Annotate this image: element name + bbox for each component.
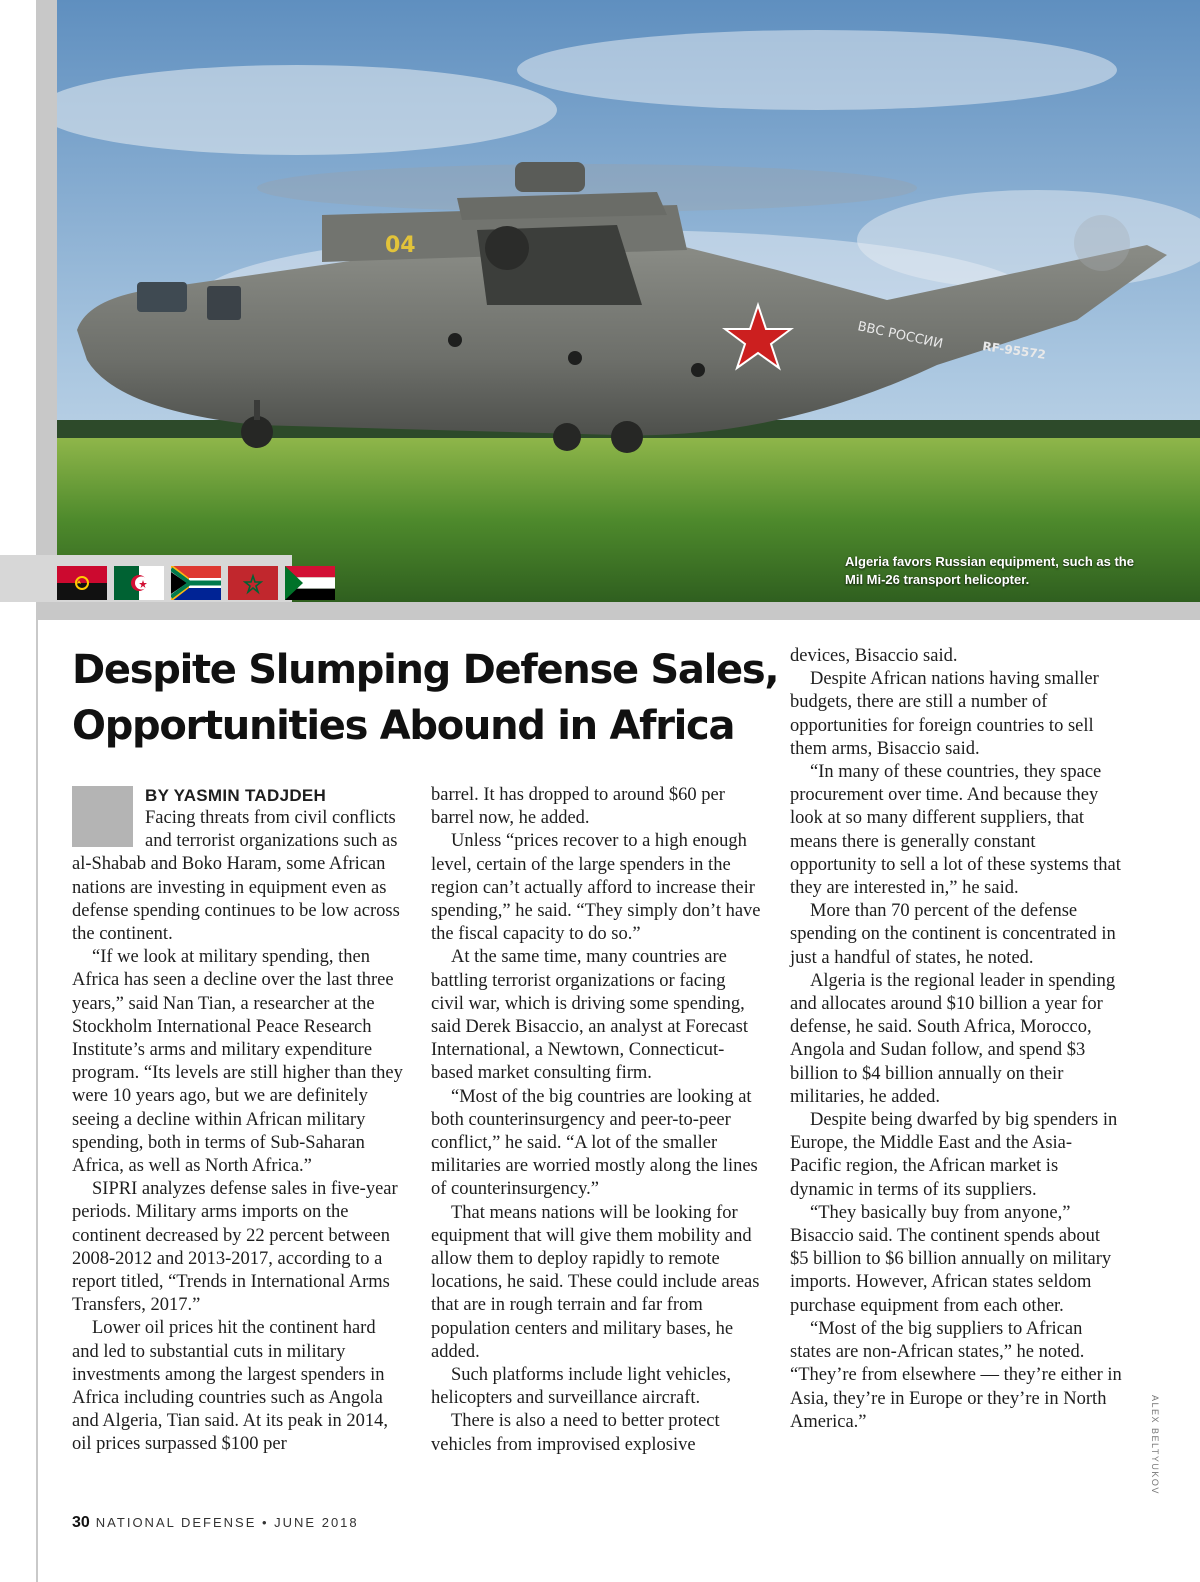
headline-line-2: Opportunities Abound in Africa bbox=[72, 703, 735, 749]
article-column-2 bbox=[431, 784, 763, 1457]
page-footer bbox=[72, 1514, 359, 1532]
article-column-3 bbox=[790, 645, 1122, 1434]
paragraph: More than 70 percent of the defense spending on the continent is concentrated in just a handful of states, he noted. bbox=[790, 901, 1116, 968]
paragraph: devices, Bisaccio said. bbox=[790, 646, 958, 666]
paragraph: Despite being dwarfed by big spenders in Europe, the Middle East and the Asia-Pacific region, the African market is dynamic in terms of its suppliers. bbox=[790, 1110, 1118, 1200]
paragraph: Unless “prices recover to a high enough level, certain of the large spenders in the region can’t actually afford to increase their spending,” he said. “They simply don’t have the fiscal capacity to do so.” bbox=[431, 831, 761, 945]
paragraph: Lower oil prices hit the continent hard and led to substantial cuts in military investments among the largest spenders in Africa including countries such as Angola and Algeria, Tian said. At its peak in 2014, oil prices surpassed $100 per bbox=[72, 1318, 389, 1455]
helicopter-registration: RF-95572 bbox=[981, 339, 1047, 362]
helicopter-marking: ВВС РОССИИ bbox=[856, 319, 945, 352]
paragraph: Facing threats from civil conflicts and terrorist organizations such as al-Shabab and Boko Haram, some African nations are investing in equipment even as defense spending continues to be low across the continent. bbox=[72, 808, 400, 945]
page-number: 30 bbox=[72, 1514, 90, 1531]
south-africa-flag-icon bbox=[171, 566, 221, 600]
paragraph: At the same time, many countries are battling terrorist organizations or facing civil war, which is driving some spending, said Derek Bisaccio, an analyst at Forecast International, a Newtown, Connecticut-based market consulting firm. bbox=[431, 947, 748, 1084]
paragraph: Despite African nations having smaller budgets, there are still a number of opportunities for foreign countries to sell them arms, Bisaccio said. bbox=[790, 669, 1099, 759]
paragraph: Such platforms include light vehicles, helicopters and surveillance aircraft. bbox=[431, 1365, 732, 1409]
sudan-flag-icon bbox=[285, 566, 335, 600]
byline: BY YASMIN TADJDEH bbox=[145, 786, 327, 805]
helicopter-number: 04 bbox=[385, 233, 416, 258]
helicopter-photo bbox=[57, 0, 1200, 602]
paragraph: “If we look at military spending, then Africa has seen a decline over the last three years,” said Nan Tian, a researcher at the Stockholm International Peace Research Institute’s arms and military expenditure program. “Its levels are still higher than they were 10 years ago, but we are definitely seeing a decline within African military spending, both in terms of Sub-Saharan Africa, as well as North Africa.” bbox=[72, 947, 403, 1177]
paragraph: That means nations will be looking for equipment that will give them mobility and allow them to deploy rapidly to remote locations, he said. These could include areas that are in rough terrain and far from population centers and military bases, he added. bbox=[431, 1202, 760, 1362]
morocco-flag-icon bbox=[228, 566, 278, 600]
paragraph: “Most of the big countries are looking at both counterinsurgency and peer-to-peer conflict,” he said. “A lot of the smaller militaries are worried mostly along the lines of counterinsurgency.” bbox=[431, 1086, 758, 1200]
paragraph: There is also a need to better protect vehicles from improvised explosive bbox=[431, 1411, 720, 1455]
paragraph: Algeria is the regional leader in spending and allocates around $10 billion a year for defense, he said. South Africa, Morocco, Angola and Sudan follow, and spend $3 billion to $4 billion annually on their militaries, he added. bbox=[790, 970, 1116, 1107]
article-column-1 bbox=[72, 784, 404, 1457]
algeria-flag-icon bbox=[114, 566, 164, 600]
publication-info: NATIONAL DEFENSE • JUNE 2018 bbox=[95, 1515, 359, 1530]
paragraph: barrel. It has dropped to around $60 per barrel now, he added. bbox=[431, 785, 725, 829]
paragraph: “They basically buy from anyone,” Bisaccio said. The continent spends about $5 billion to $6 billion annually on military imports. However, African states seldom purchase equipment from each other. bbox=[790, 1202, 1112, 1316]
photo-caption: Algeria favors Russian equipment, such as the Mil Mi-26 transport helicopter. bbox=[845, 554, 1134, 587]
drop-cap-box bbox=[72, 786, 133, 847]
paragraph: “Most of the big suppliers to African states are non-African states,” he noted. “They’re from elsewhere — they’re either in Asia, they’re in Europe or they’re in North America.” bbox=[790, 1318, 1122, 1432]
photo-credit: ALEX BELTYUKOV bbox=[1150, 1395, 1160, 1495]
headline-line-1: Despite Slumping Defense Sales, bbox=[72, 647, 779, 693]
paragraph: SIPRI analyzes defense sales in five-year periods. Military arms imports on the continent decreased by 22 percent between 2008-2012 and 2013-2017, according to a report titled, “Trends in International Arms Transfers, 2017.” bbox=[72, 1179, 398, 1316]
headline bbox=[72, 642, 802, 754]
angola-flag-icon bbox=[57, 566, 107, 600]
paragraph: “In many of these countries, they space procurement over time. And because they look at so many different suppliers, that means there is generally constant opportunity to sell a lot of these systems that they are interested in,” he said. bbox=[790, 762, 1121, 899]
